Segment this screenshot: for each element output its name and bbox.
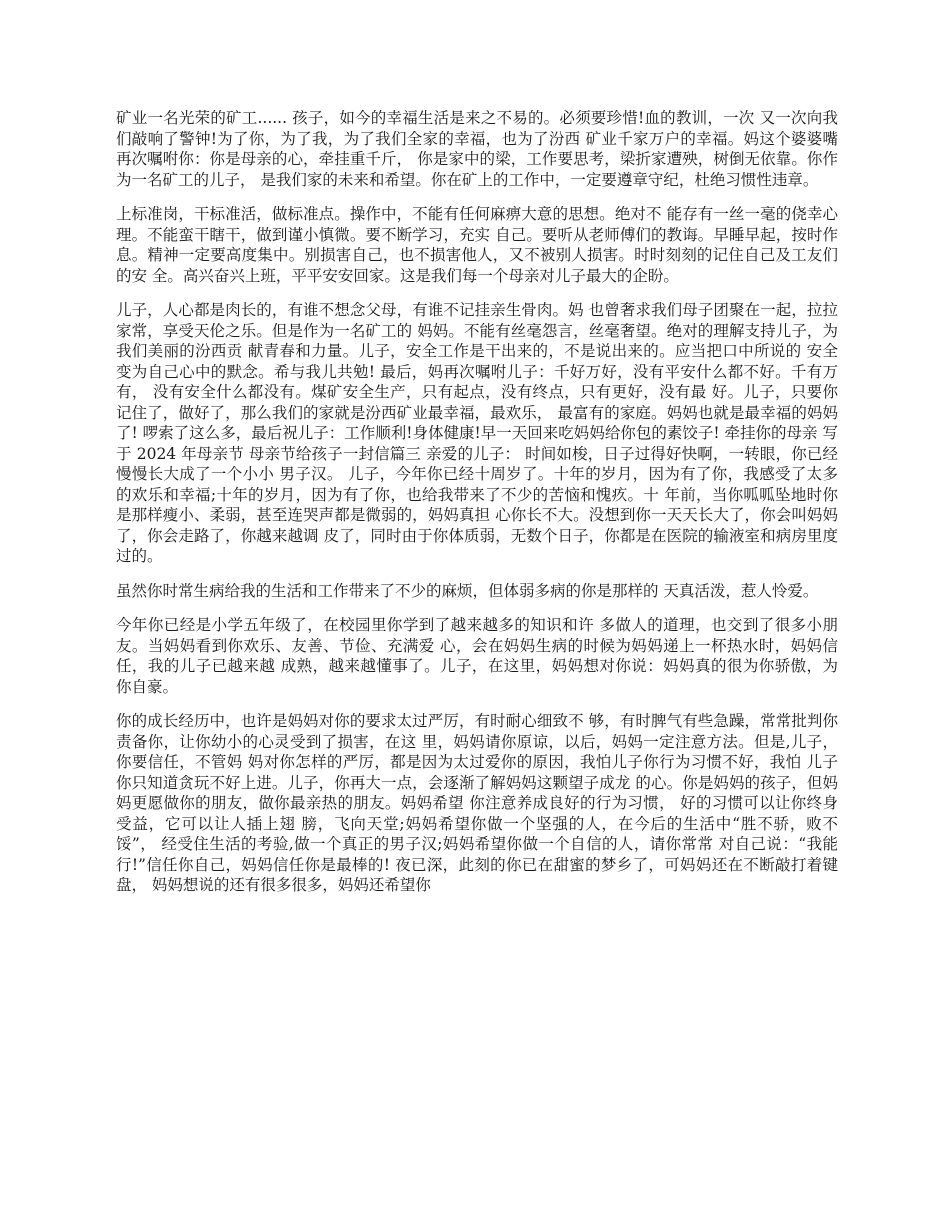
paragraph-3: 儿子，人心都是肉长的，有谁不想念父母，有谁不记挂亲生骨肉。妈 也曾奢求我们母子团聚在一起，拉拉家常，享受天伦之乐。但是作为一名矿工的 妈妈。不能有丝毫怨言，丝毫奢望。绝对的理解支持儿子，为我们美丽的汾西贡 献青春和力量。儿子，安全工作是干出来的，不是说出来的。应当把口中所说的 安全变为自己心中的默念。希与我儿共勉! 最后，妈再次嘱咐儿子：千好万好，没有平安什么都不好。千有万有， 没有安全什么都没有。煤矿安全生产，只有起点，没有终点，只有更好，没有最 好。儿子，只要你记住了，做好了，那么我们的家就是汾西矿业最幸福，最欢乐， 最富有的家庭。妈妈也就是最幸福的妈妈了! 啰索了这么多，最后祝儿子：工作顺利!身体健康!早一天回来吃妈妈给你包的素饺子! 牵挂你的母亲 写于 2024 年母亲节 母亲节给孩子一封信篇三 亲爱的儿子： 时间如梭，日子过得好快啊，一转眼，你已经慢慢长大成了一个小小 男子汉。 儿子，今年你已经十周岁了。十年的岁月，因为有了你，我感受了太多 的欢乐和幸福;十年的岁月，因为有了你，也给我带来了不少的苦恼和愧疚。十 年前，当你呱呱坠地时你是那样瘦小、柔弱，甚至连哭声都是微弱的，妈妈真担 心你长不大。没想到你一天天长大了，你会叫妈妈了，你会走路了，你越来越调 皮了，同时由于你体质弱，无数个日子，你都是在医院的输液室和病房里度过的。 xyxy=(116,301,838,565)
paragraph-5: 今年你已经是小学五年级了，在校园里你学到了越来越多的知识和许 多做人的道理，也交到了很多小朋友。当妈妈看到你欢乐、友善、节俭、充满爱 心，会在妈妈生病的时候为妈妈递上一杯热水时，妈妈信任，我的儿子已越来越 成熟，越来越懂事了。儿子，在这里，妈妈想对你说：妈妈真的很为你骄傲，为 你自豪。 xyxy=(116,616,838,696)
paragraph-2: 上标准岗，干标准活，做标准点。操作中，不能有任何麻痹大意的思想。绝对不 能存有一丝一毫的侥幸心理。不能蛮干瞎干，做到谨小慎微。要不断学习，充实 自己。要听从老师傅们的教诲。早睡早起，按时作息。精神一定要高度集中。别损害自己，也不损害他人，又不被别人损害。时时刻刻的记住自己及工友们的安 全。高兴奋兴上班，平平安安回家。这是我们每一个母亲对儿子最大的企盼。 xyxy=(116,205,838,285)
paragraph-4: 虽然你时常生病给我的生活和工作带来了不少的麻烦，但体弱多病的你是那样的 天真活泼，惹人怜爱。 xyxy=(116,581,819,600)
paragraph-1: 矿业一名光荣的矿工...... 孩子，如今的幸福生活是来之不易的。必须要珍惜!血的教训，一次 又一次向我们敲响了警钟!为了你，为了我，为了我们全家的幸福，也为了汾西 矿业千家万户的幸福。妈这个婆婆嘴再次嘱咐你：你是母亲的心，牵挂重千斤， 你是家中的梁，工作要思考，梁折家遭殃，树倒无依靠。你作为一名矿工的儿子， 是我们家的未来和希望。你在矿上的工作中，一定要遵章守纪，杜绝习惯性违章。 xyxy=(116,109,838,189)
document-body xyxy=(116,108,838,910)
paragraph-6: 你的成长经历中，也许是妈妈对你的要求太过严厉，有时耐心细致不 够，有时脾气有些急躁，常常批判你责备你，让你幼小的心灵受到了损害，在这 里，妈妈请你原谅，以后，妈妈一定注意方法。但是,儿子，你要信任，不管妈 妈对你怎样的严厉，都是因为太过爱你的原因，我怕儿子你行为习惯不好，我怕 儿子你只知道贪玩不好上进。儿子，你再大一点，会逐渐了解妈妈这颗望子成龙 的心。你是妈妈的孩子，但妈妈更愿做你的朋友，做你最亲热的朋友。妈妈希望 你注意养成良好的行为习惯， 好的习惯可以让你终身受益，它可以让人插上翅 膀，飞向天堂;妈妈希望你做一个坚强的人，在今后的生活中“胜不骄，败不馁”， 经受住生活的考验,做一个真正的男子汉;妈妈希望你做一个自信的人，请你常常 对自己说：“我能行!”信任你自己，妈妈信任你是最棒的! 夜已深，此刻的你已在甜蜜的梦乡了，可妈妈还在不断敲打着键盘， 妈妈想说的还有很多很多，妈妈还希望你 xyxy=(116,712,838,894)
